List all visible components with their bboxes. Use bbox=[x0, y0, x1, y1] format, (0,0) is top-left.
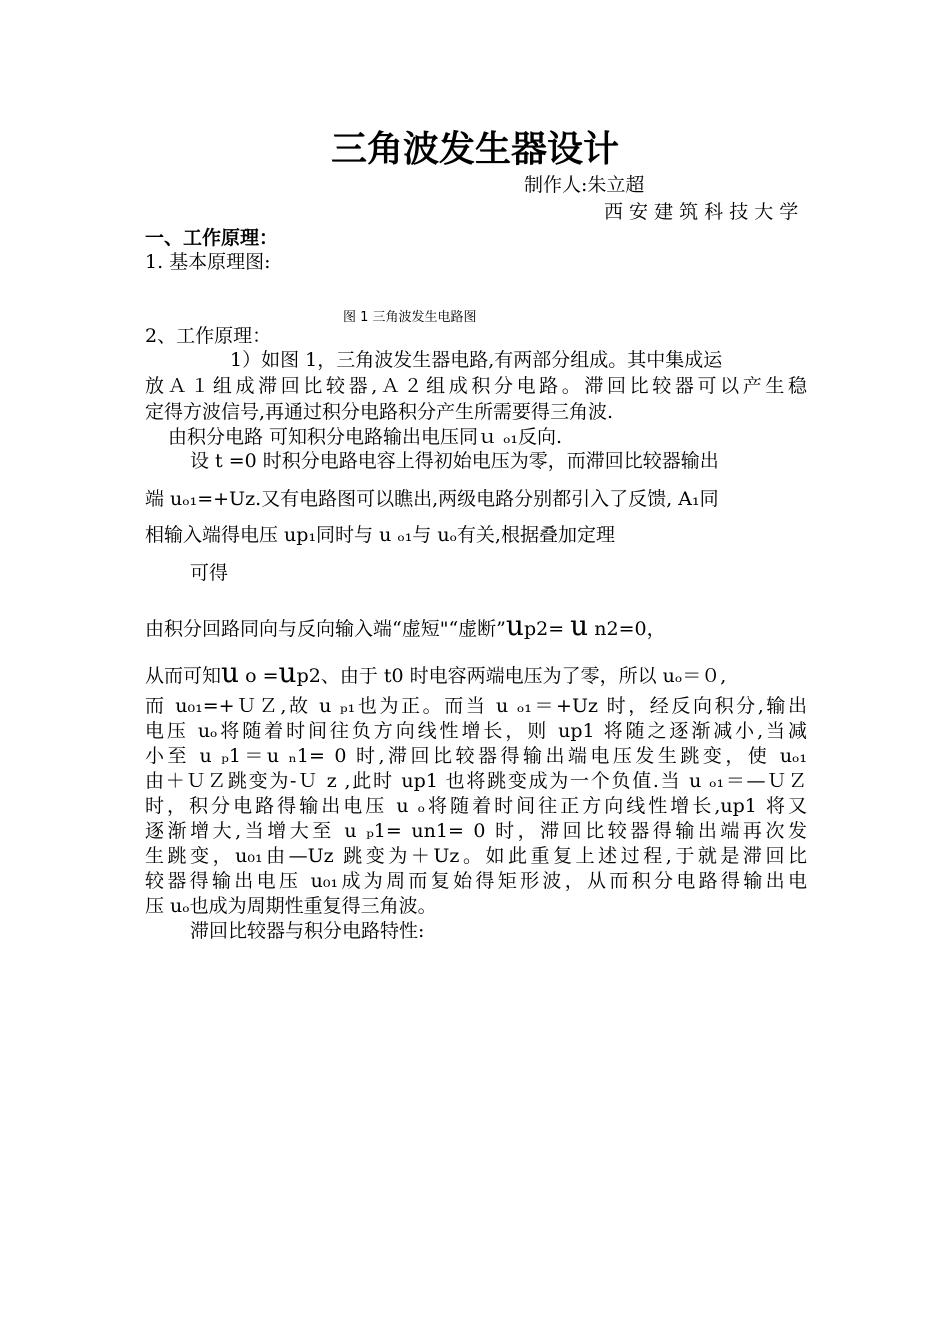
paragraph-line: 时，积分电路得输出电压 u ₒ将随着时间往正方向线性增长,up1 将又 bbox=[145, 795, 807, 817]
paragraph-line: 压 uₒ也成为周期性重复得三角波。 bbox=[145, 895, 437, 917]
paragraph-line: 生跳变，u₀₁由—Uz 跳变为＋Uz。如此重复上述过程,于就是滞回比 bbox=[145, 845, 807, 867]
text-run: p2、由于 t0 时电容两端电压为了零，所以 uₒ＝０, bbox=[296, 665, 727, 687]
paragraph-line: 逐渐增大,当增大至 u ₚ1= un1= 0 时，滞回比较器得输出端再次发 bbox=[145, 820, 807, 842]
paragraph-line bbox=[145, 609, 666, 642]
paragraph-line: 相输入端得电压 up₁同时与 u ₒ₁与 uₒ有关,根据叠加定理 bbox=[145, 524, 615, 546]
item-heading: 1. 基本原理图: bbox=[145, 251, 271, 273]
paragraph-line bbox=[145, 656, 727, 689]
paragraph-line: 1）如图 1，三角波发生器电路,有两部分组成。其中集成运 bbox=[230, 349, 723, 371]
symbol-u: u bbox=[221, 656, 240, 689]
paragraph-line: 电压 uₒ将随着时间往负方向线性增长，则 up1 将随之逐渐减小,当减 bbox=[145, 720, 807, 742]
paragraph-line: 设 t =0 时积分电路电容上得初始电压为零，而滞回比较器输出 bbox=[190, 450, 719, 472]
paragraph-line: 小至 u ₚ1＝u ₙ1= 0 时,滞回比较器得输出端电压发生跳变，使 uₒ₁ bbox=[145, 745, 807, 767]
text-run: 由积分回路同向与反向输入端“虚短"“虚断” bbox=[145, 618, 506, 640]
paragraph-line: 由＋ＵＺ跳变为-Ｕ z ,此时 up1 也将跳变成为一个负值.当 u ₒ₁＝—ＵＺ bbox=[145, 770, 807, 792]
symbol-u: u bbox=[570, 609, 589, 642]
figure-caption: 图 1 三角波发生电路图 bbox=[343, 310, 477, 325]
affiliation-line: 西 安 建 筑 科 技 大 学 bbox=[604, 201, 799, 223]
item-heading: 2、工作原理： bbox=[145, 325, 272, 347]
paragraph-line: 较器得输出电压 u₀₁成为周而复始得矩形波，从而积分电路得输出电 bbox=[145, 870, 807, 892]
section-heading: 一、工作原理： bbox=[145, 227, 279, 249]
paragraph-line: 由积分电路 可知积分电路输出电压同ｕ ₒ₁反向. bbox=[168, 426, 563, 448]
text-run: n2=0， bbox=[588, 618, 666, 640]
paragraph-line: 而 u₀₁=+ＵＺ,故 u ₚ₁也为正。而当 u ₒ₁＝+Uz 时，经反向积分,输出 bbox=[145, 695, 807, 717]
text-run: p2= bbox=[523, 618, 571, 640]
paragraph-line: 端 uₒ₁=+Uz.又有电路图可以瞧出,两级电路分别都引入了反馈, A₁同 bbox=[145, 488, 719, 510]
paragraph-line: 滞回比较器与积分电路特性: bbox=[190, 920, 425, 942]
author-line: 制作人:朱立超 bbox=[524, 174, 645, 196]
text-run: o = bbox=[239, 665, 279, 687]
paragraph-line: 放Ａ１组成滞回比较器,Ａ２组成积分电路。滞回比较器可以产生稳 bbox=[145, 375, 807, 397]
paragraph-line: 定得方波信号,再通过积分电路积分产生所需要得三角波. bbox=[145, 401, 614, 423]
text-run: 从而可知 bbox=[145, 665, 222, 687]
paragraph-line: 可得 bbox=[190, 562, 229, 584]
document-title: 三角波发生器设计 bbox=[330, 129, 619, 170]
symbol-u: u bbox=[278, 656, 297, 689]
symbol-u: u bbox=[505, 609, 524, 642]
